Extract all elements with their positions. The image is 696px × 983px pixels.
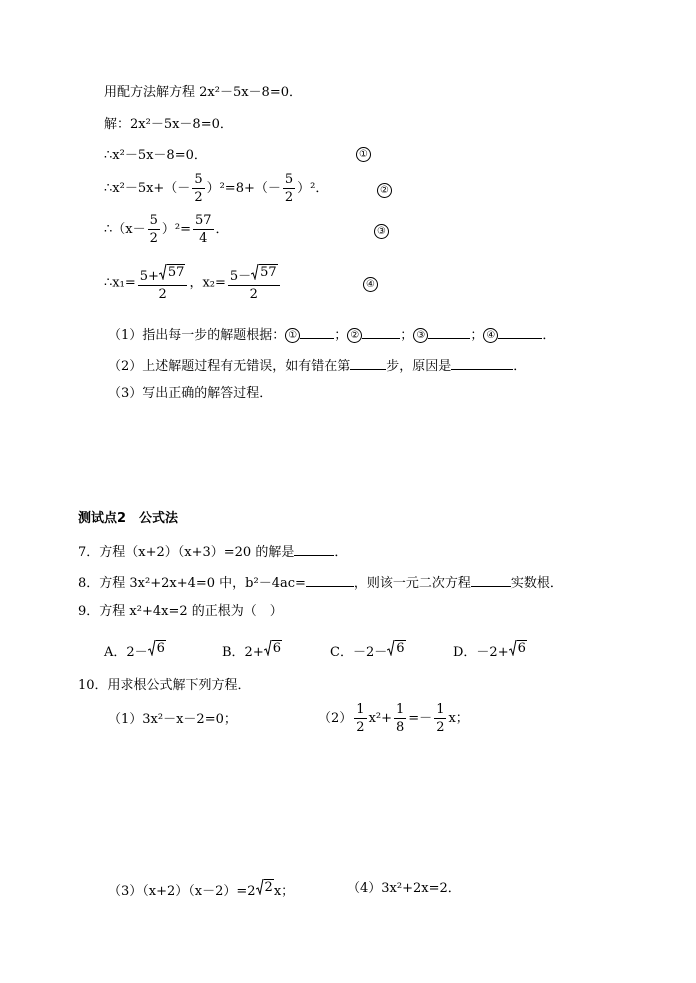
marker-4: ④ (363, 277, 378, 292)
blank-2[interactable] (362, 326, 400, 339)
step-4: ∴x₁= 5+ 57 2 ，x₂= 5－ 57 2 (104, 264, 282, 302)
option-c[interactable]: C．－2－ 6 (330, 641, 405, 660)
q10-part-2: （2） $\frac{1}{2}$ x²+ $\frac{1}{8}$ =－ $\frac{1}{2}$ x； (318, 702, 469, 735)
marker-3: ③ (374, 224, 389, 239)
root-fraction-2: 5－ 57 2 (228, 264, 280, 302)
option-b[interactable]: B．2+ 6 (222, 641, 281, 660)
sqrt-6: 6 (387, 640, 405, 656)
blank-q7[interactable] (294, 543, 334, 556)
marker-1: ① (356, 147, 371, 162)
blank-q8-roots[interactable] (471, 574, 511, 587)
question-7: 7．方程（x+2）（x+3）=20 的解是 ． (78, 545, 348, 560)
question-9: 9．方程 x²+4x=2 的正根为（ ） (78, 604, 283, 619)
fraction-1-over-8: $\frac{1}{8}$ (396, 702, 405, 735)
fraction-1-over-2: $\frac{1}{2}$ (436, 702, 445, 735)
fraction-57-over-4: $\frac{57}{4}$ (195, 213, 212, 246)
fraction-5-over-2: $\frac{5}{2}$ (194, 172, 203, 205)
fraction-5-over-2: $\frac{5}{2}$ (149, 213, 158, 246)
sqrt-2: 2 (256, 879, 274, 895)
step-1: ∴x²－5x－8=0． (104, 148, 207, 163)
q10-part-3: （3）（x+2）（x－2）=2 2 x； (108, 880, 295, 899)
question-8: 8．方程 3x²+2x+4=0 中，b²－4ac= ，则该一元二次方程 实数根． (78, 576, 563, 591)
blank-3[interactable] (428, 326, 470, 339)
sqrt-6: 6 (264, 640, 282, 656)
fraction-5-over-2: $\frac{5}{2}$ (284, 172, 294, 205)
question-10: 10．用求根公式解下列方程． (78, 678, 251, 693)
problem-title: 用配方法解方程 2x²－5x－8=0． (104, 85, 302, 100)
fraction-1-over-2: $\frac{1}{2}$ (356, 702, 365, 735)
q10-part-1: （1）3x²－x－2=0； (108, 712, 237, 727)
root-fraction-1: 5+ 57 2 (138, 264, 188, 302)
blank-4[interactable] (498, 326, 542, 339)
step-2: ∴x²－5x+（－ $\frac{5}{2}$ ）²=8+（－ $\frac{5}{2}$ ）²． (104, 172, 329, 205)
blank-reason[interactable] (451, 357, 513, 370)
sqrt-6: 6 (509, 640, 527, 656)
step-3: ∴（x－ $\frac{5}{2}$ ）²= $\frac{57}{4}$ ． (104, 213, 229, 246)
section-heading: 测试点2 公式法 (78, 511, 179, 526)
blank-q8-discriminant[interactable] (306, 574, 354, 587)
blank-1[interactable] (300, 326, 334, 339)
marker-2: ② (377, 183, 392, 198)
sqrt-6: 6 (148, 640, 166, 656)
question-3: （3）写出正确的解答过程． (108, 386, 273, 401)
q10-part-4: （4）3x²+2x=2． (347, 881, 461, 896)
sqrt-57: 57 (159, 264, 186, 280)
question-2: （2）上述解题过程有无错误，如有错在第 步，原因是 ． (108, 359, 527, 374)
solve-label: 解：2x²－5x－8=0． (104, 117, 233, 132)
option-d[interactable]: D．－2+ 6 (453, 641, 526, 660)
blank-step[interactable] (350, 357, 386, 370)
sqrt-57: 57 (251, 264, 278, 280)
option-a[interactable]: A．2－ 6 (104, 641, 165, 660)
question-1: （1）指出每一步的解题根据： ① ； ② ； ③ ； ④ ． (108, 328, 556, 343)
